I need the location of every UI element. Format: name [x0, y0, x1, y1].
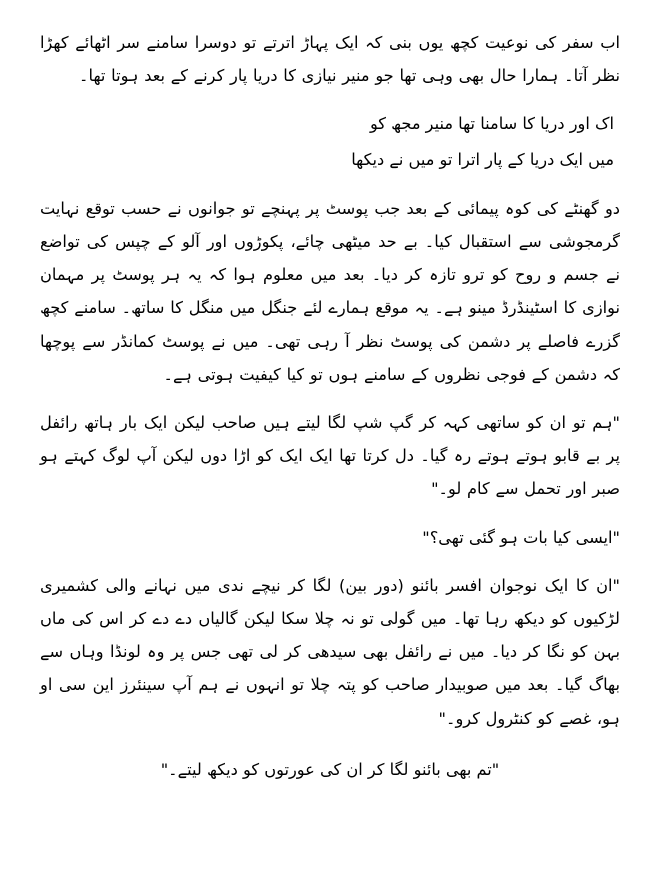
paragraph-5-dialogue: "ان کا ایک نوجوان افسر بائنو (دور بین) لگا کر نیچے ندی میں نہانے والی کشمیری لڑکیوں کو دیکھ رہا تھا۔ میں گولی تو نہ چلا سکا لیکن گالیاں دے دے کر اس کی ماں بہن کو نگا کر دیا۔ میں نے رائفل بھی سیدھی کر لی تھی جس پر وہ لونڈا وہاں سے بھاگ گیا۔ بعد میں صوبیدار صاحب کو پتہ چلا تو انہوں نے ہم آپ سینئرز این سی او ہو، غصے کو کنٹرول کرو۔"	[40, 575, 620, 728]
verse-line-2: میں ایک دریا کے پار اترا تو میں نے دیکھا	[351, 149, 614, 169]
paragraph-1: اب سفر کی نوعیت کچھ یوں بنی کہ ایک پہاڑ اترتے تو دوسرا سامنے سر اٹھائے کھڑا نظر آتا۔ ہمارا حال بھی وہی تھا جو منیر نیازی کا دریا پار کرنے کے بعد ہوتا تھا۔	[40, 33, 620, 86]
verse-block	[40, 107, 620, 175]
paragraph-6-closing: "تم بھی بائنو لگا کر ان کی عورتوں کو دیکھ لیتے۔"	[160, 759, 500, 779]
paragraph-3-dialogue: "ہم تو ان کو ساتھی کہہ کر گپ شپ لگا لیتے ہیں صاحب لیکن ایک بار ہاتھ رائفل پر بے قابو ہوتے ہوتے رہ گیا۔ دل کرتا تھا ایک ایک کو اڑا دوں لیکن آپ لوگ کہتے ہو صبر اور تحمل سے کام لو۔"	[40, 413, 620, 499]
verse-line-1: اک اور دریا کا سامنا تھا منیر مجھ کو	[369, 114, 614, 134]
paragraph-2: دو گھنٹے کی کوہ پیمائی کے بعد جب پوسٹ پر پہنچے تو جوانوں نے حسب توقع نہایت گرمجوشی سے استقبال کیا۔ بے حد میٹھی چائے، پکوڑوں اور آلو کے چپس کی تواضع نے جسم و روح کو ترو تازہ کر دیا۔ بعد میں معلوم ہوا کہ یہ ہر پوسٹ پر مہمان نوازی کا اسٹینڈرڈ مینو ہے۔ یہ موقع ہمارے لئے جنگل میں منگل کا ساتھ۔ سامنے کچھ گزرے فاصلے پر دشمن کی پوسٹ نظر آ رہی تھی۔ میں نے پوسٹ کمانڈر سے پوچھا کہ دشمن کے فوجی نظروں کے سامنے ہوں تو کیا کیفیت ہوتی ہے۔	[40, 198, 620, 384]
paragraph-4-question: "ایسی کیا بات ہو گئی تھی؟"	[422, 527, 620, 547]
